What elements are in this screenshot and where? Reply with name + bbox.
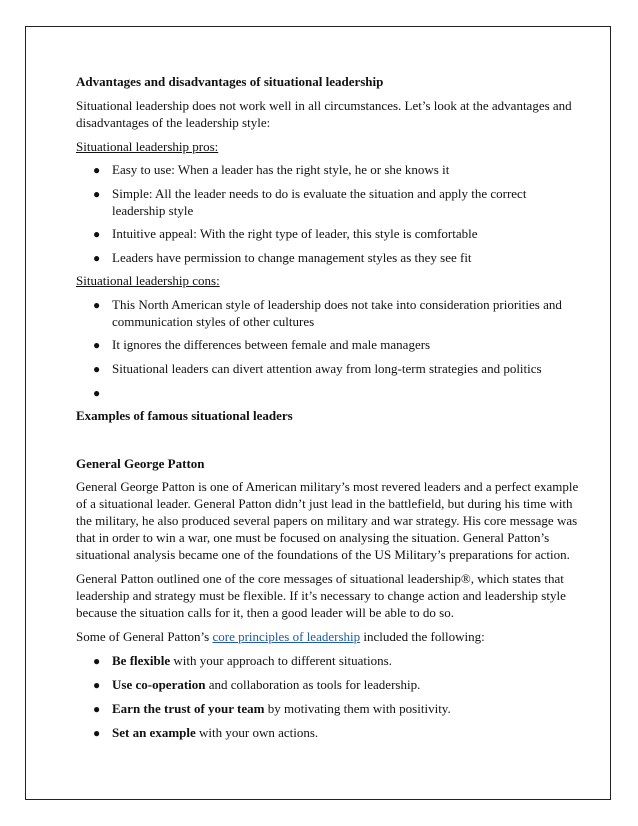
bullet-icon: ● xyxy=(93,726,101,740)
bullet-icon: ● xyxy=(93,654,101,668)
list-item: This North American style of leadership does not take into consideration priorities and xyxy=(112,297,562,312)
paragraph-line: General Patton outlined one of the core messages of situational leadership®, which states that xyxy=(76,571,564,586)
paragraph-line: the military, he also produced several papers on military and war strategy. His core message was xyxy=(76,513,578,528)
list-item: It ignores the differences between female and male managers xyxy=(112,337,431,352)
bullet-icon: ● xyxy=(93,298,101,312)
bullet-icon: ● xyxy=(93,678,101,692)
intro-line-2: disadvantages of the leadership style: xyxy=(76,115,271,130)
list-item: Intuitive appeal: With the right type of leader, this style is comfortable xyxy=(112,226,478,241)
list-item xyxy=(112,653,392,669)
principles-intro xyxy=(76,629,485,645)
paragraph-line: General George Patton is one of American military’s most revered leaders and a perfect example xyxy=(76,479,579,494)
list-item: Leaders have permission to change management styles as they see fit xyxy=(112,250,472,265)
bullet-icon: ● xyxy=(93,227,101,241)
paragraph-line: of a situational leader. General Patton didn’t just lead in the battlefield, but during his time with xyxy=(76,496,573,511)
list-item xyxy=(112,677,420,693)
principle-text: by motivating them with positivity. xyxy=(264,701,451,716)
bullet-icon: ● xyxy=(93,187,101,201)
list-item-continuation: communication styles of other cultures xyxy=(112,314,315,329)
principle-bold: Be flexible xyxy=(112,653,171,668)
principle-bold: Set an example xyxy=(112,725,196,740)
bullet-icon: ● xyxy=(93,338,101,352)
list-item: Simple: All the leader needs to do is evaluate the situation and apply the correct xyxy=(112,186,527,201)
paragraph-line: because the situation calls for it, then a good leader will be able to do so. xyxy=(76,605,454,620)
core-principles-link[interactable]: core principles of leadership xyxy=(212,629,361,644)
principle-text: and collaboration as tools for leadership. xyxy=(205,677,421,692)
patton-heading: General George Patton xyxy=(76,456,205,471)
paragraph-line: situational analysis became one of the foundations of the US Military’s preparations for action. xyxy=(76,547,570,562)
bullet-icon: ● xyxy=(93,251,101,265)
principle-bold: Use co-operation xyxy=(112,677,206,692)
cons-heading: Situational leadership cons: xyxy=(76,273,220,288)
list-item xyxy=(112,701,451,717)
bullet-icon: ● xyxy=(93,163,101,177)
bullet-icon: ● xyxy=(93,702,101,716)
paragraph-line: that in order to win a war, one must be focused on analysing the situation. General Patton’s xyxy=(76,530,550,545)
principles-suffix: included the following: xyxy=(360,629,485,644)
principle-bold: Earn the trust of your team xyxy=(112,701,265,716)
list-item xyxy=(112,725,318,741)
examples-heading: Examples of famous situational leaders xyxy=(76,408,293,423)
principle-text: with your own actions. xyxy=(195,725,319,740)
pros-heading: Situational leadership pros: xyxy=(76,139,219,154)
intro-line-1: Situational leadership does not work well in all circumstances. Let’s look at the advantages and xyxy=(76,98,572,113)
list-item-continuation: leadership style xyxy=(112,203,194,218)
principle-text: with your approach to different situations. xyxy=(170,653,392,668)
paragraph-line: leadership and strategy must be flexible. If it’s necessary to change action and leadership style xyxy=(76,588,566,603)
section-title: Advantages and disadvantages of situational leadership xyxy=(76,74,384,89)
list-item: Easy to use: When a leader has the right style, he or she knows it xyxy=(112,162,450,177)
list-item: Situational leaders can divert attention away from long-term strategies and politics xyxy=(112,361,542,376)
principles-prefix: Some of General Patton’s xyxy=(76,629,213,644)
bullet-icon: ● xyxy=(93,362,101,376)
bullet-icon: ● xyxy=(93,386,101,400)
